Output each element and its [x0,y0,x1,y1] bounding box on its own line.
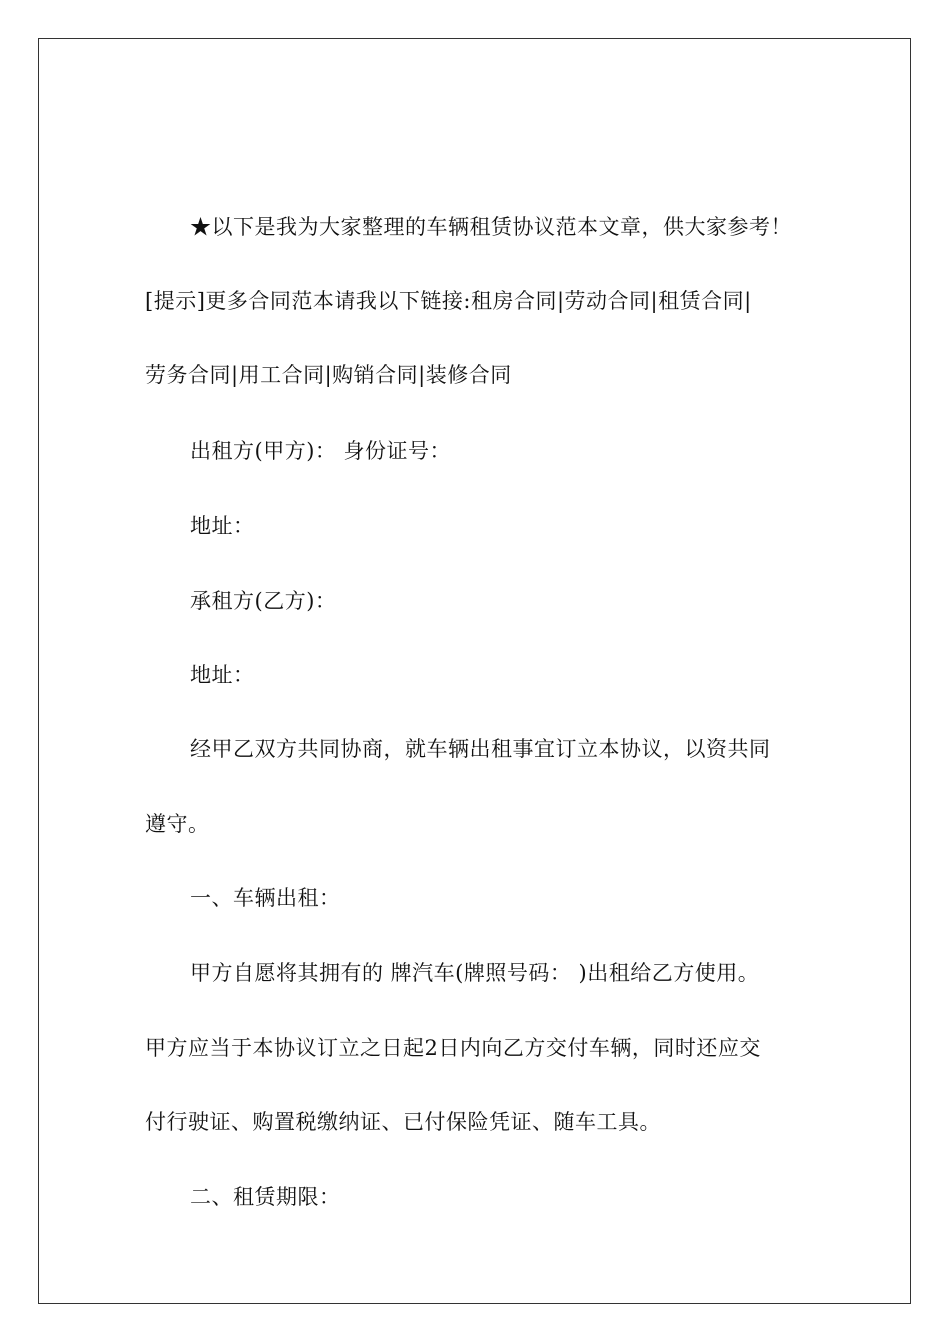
section-1-heading: 一、车辆出租： [190,886,341,910]
intro-line: ★以下是我为大家整理的车辆租赁协议范本文章，供大家参考！ [190,215,792,239]
section-1-para-line-2: 甲方应当于本协议订立之日起2日内向乙方交付车辆，同时还应交 [145,1036,761,1060]
agreement-line-1: 经甲乙双方共同协商，就车辆出租事宜订立本协议，以资共同 [190,737,771,761]
agreement-line-2: 遵守。 [145,812,210,836]
lessee-address-line: 地址： [190,663,255,687]
section-2-heading: 二、租赁期限： [190,1185,341,1209]
section-1-para-line-3: 付行驶证、购置税缴纳证、已付保险凭证、随车工具。 [145,1110,661,1134]
lessee-line: 承租方(乙方)： [190,589,337,613]
section-1-para-line-1: 甲方自愿将其拥有的 牌汽车(牌照号码： )出租给乙方使用。 [190,961,760,985]
tip-line-1: [提示]更多合同范本请我以下链接:租房合同|劳动合同|租赁合同| [145,289,752,313]
lessor-line: 出租方(甲方)： 身份证号： [190,439,452,463]
lessor-address-line: 地址： [190,514,255,538]
tip-line-2: 劳务合同|用工合同|购销合同|装修合同 [145,363,512,387]
